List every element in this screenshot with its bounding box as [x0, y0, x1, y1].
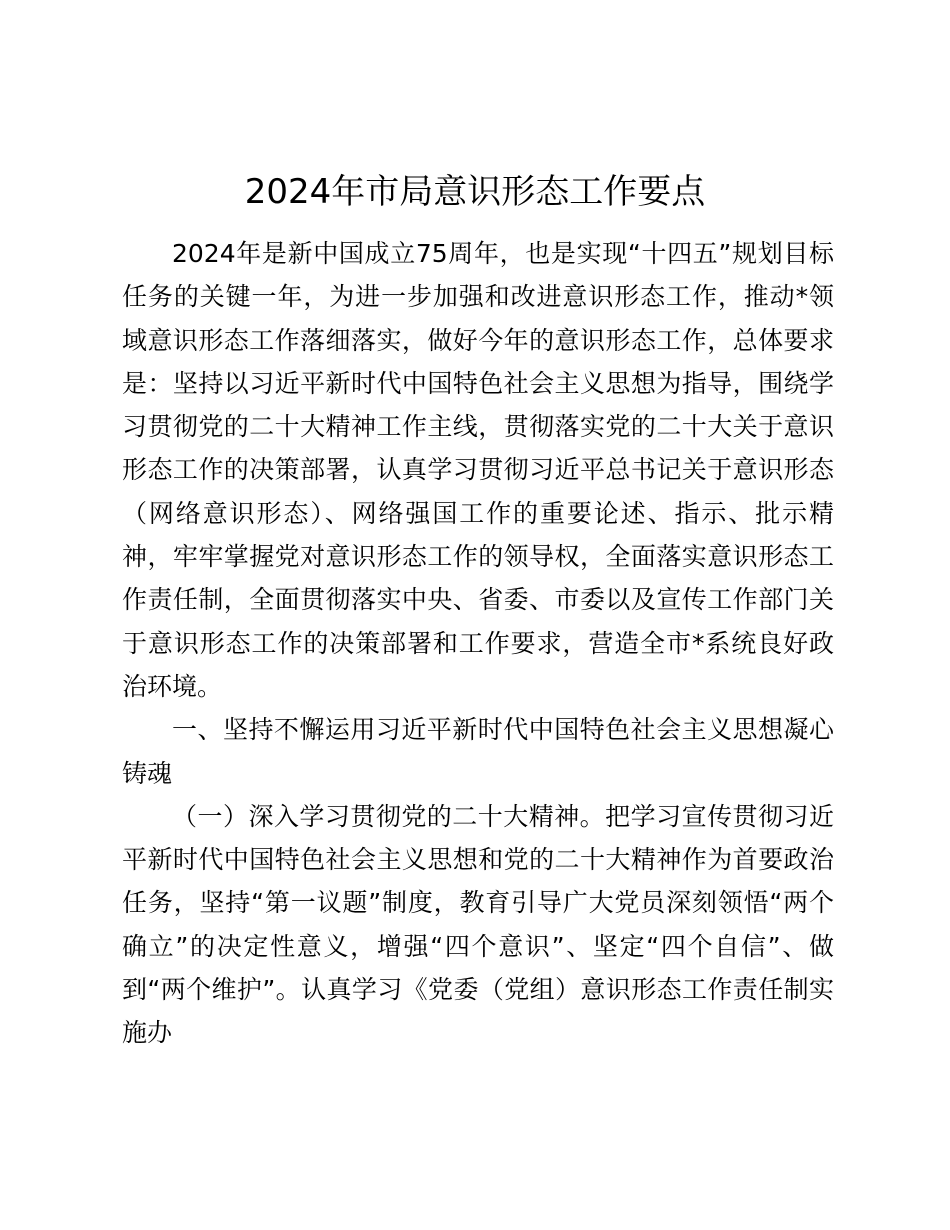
section-heading-1: 一、坚持不懈运用习近平新时代中国特色社会主义思想凝心铸魂	[122, 715, 834, 788]
subsection-paragraph-1: （一）深入学习贯彻党的二十大精神。把学习宣传贯彻习近平新时代中国特色社会主义思想和党的二十大精神作为首要政治任务，坚持“第一议题”制度，教育引导广大党员深刻领悟“两个确立”的决定性意义，增强“四个意识”、坚定“四个自信”、做到“两个维护”。认真学习《党委（党组）意识形态工作责任制实施办	[122, 801, 834, 1048]
intro-paragraph: 2024年是新中国成立75周年，也是实现“十四五”规划目标任务的关键一年，为进一步加强和改进意识形态工作，推动*领域意识形态工作落细落实，做好今年的意识形态工作，总体要求是：坚持以习近平新时代中国特色社会主义思想为指导，围绕学习贯彻党的二十大精神工作主线，贯彻落实党的二十大关于意识形态工作的决策部署，认真学习贯彻习近平总书记关于意识形态（网络意识形态）、网络强国工作的重要论述、指示、批示精神，牢牢掌握党对意识形态工作的领导权，全面落实意识形态工作责任制，全面贯彻落实中央、省委、市委以及宣传工作部门关于意识形态工作的决策部署和工作要求，营造全市*系统良好政治环境。	[122, 239, 834, 701]
document-title: 2024年市局意识形态工作要点	[244, 172, 706, 212]
document-body	[122, 232, 834, 1055]
